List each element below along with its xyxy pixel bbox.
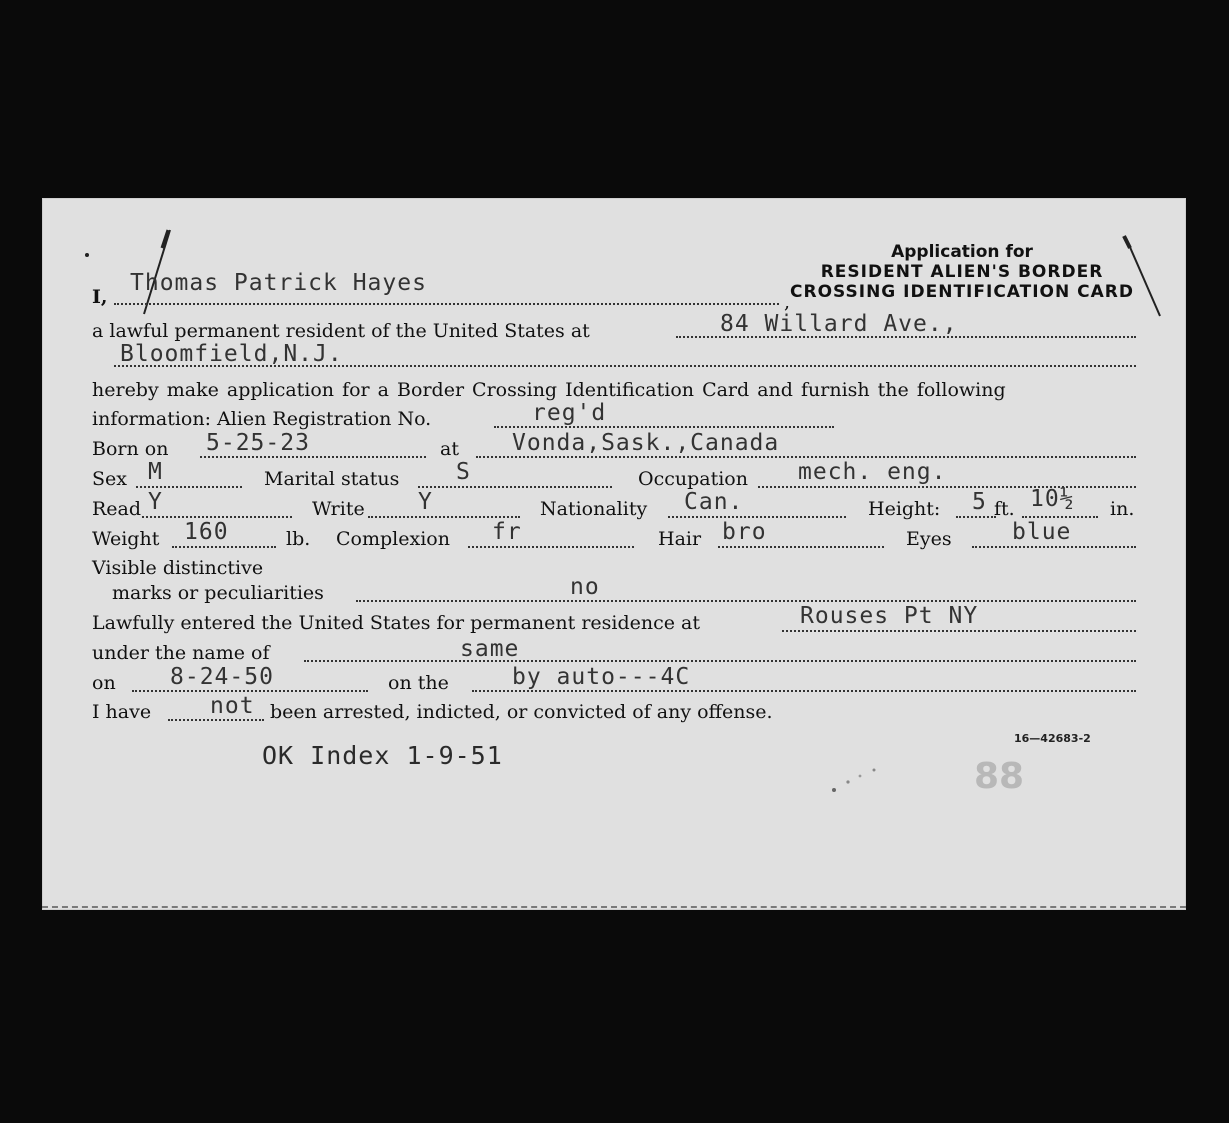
label-i: I, bbox=[92, 286, 108, 308]
arrested-field-line bbox=[168, 719, 264, 721]
label-nationality: Nationality bbox=[540, 498, 648, 520]
entry-date-field-line bbox=[132, 690, 368, 692]
value-nationality: Can. bbox=[684, 489, 744, 515]
value-under-name: same bbox=[460, 636, 520, 662]
name-field-line bbox=[114, 303, 779, 305]
label-in: in. bbox=[1110, 498, 1135, 520]
complexion-field-line bbox=[468, 546, 634, 548]
header-line-1: Application for bbox=[891, 242, 1033, 262]
header-line-3: CROSSING IDENTIFICATION CARD bbox=[790, 282, 1134, 302]
value-entry-by: by auto---4C bbox=[512, 664, 691, 690]
label-occupation: Occupation bbox=[638, 468, 748, 490]
read-field-line bbox=[142, 516, 292, 518]
label-been-arrested: been arrested, indicted, or convicted of any offense. bbox=[270, 701, 773, 723]
label-born-on: Born on bbox=[92, 438, 169, 460]
nationality-field-line bbox=[668, 516, 846, 518]
eyes-field-line bbox=[972, 546, 1136, 548]
label-at: at bbox=[440, 438, 459, 460]
label-alien-registration: information: Alien Registration No. bbox=[92, 408, 432, 430]
value-hair: bro bbox=[722, 519, 767, 545]
ink-dot bbox=[85, 253, 89, 257]
label-sex: Sex bbox=[92, 468, 127, 490]
label-read: Read bbox=[92, 498, 142, 520]
value-address-line-2: Bloomfield,N.J. bbox=[120, 341, 343, 367]
under-name-field-line bbox=[304, 660, 1136, 662]
sex-field-line bbox=[136, 486, 242, 488]
value-marital-status: S bbox=[456, 459, 471, 485]
label-lawfully-entered: Lawfully entered the United States for permanent residence at bbox=[92, 612, 701, 634]
label-weight: Weight bbox=[92, 528, 160, 550]
label-lawful-resident: a lawful permanent resident of the United States at bbox=[92, 320, 590, 342]
label-write: Write bbox=[312, 498, 365, 520]
value-write: Y bbox=[418, 489, 433, 515]
label-marks-peculiarities: marks or peculiarities bbox=[112, 582, 324, 604]
value-name: Thomas Patrick Hayes bbox=[130, 270, 427, 296]
entry-by-field-line bbox=[472, 690, 1136, 692]
value-read: Y bbox=[148, 489, 163, 515]
border-crossing-card bbox=[42, 198, 1186, 910]
label-on-the: on the bbox=[388, 672, 449, 694]
height-ft-field-line bbox=[956, 516, 996, 518]
weight-field-line bbox=[172, 546, 276, 548]
form-number: 16—42683-2 bbox=[1014, 732, 1091, 745]
entered-at-field-line bbox=[782, 630, 1136, 632]
occupation-field-line bbox=[758, 486, 1136, 488]
label-lb: lb. bbox=[286, 528, 311, 550]
label-application: hereby make application for a Border Crossing Identification Card and furnish the following bbox=[92, 379, 1006, 401]
value-entered-at: Rouses Pt NY bbox=[800, 603, 979, 629]
marks-field-line bbox=[356, 600, 1136, 602]
address-field-line-2 bbox=[114, 365, 1136, 367]
hair-field-line bbox=[718, 546, 884, 548]
write-field-line bbox=[368, 516, 520, 518]
marital-status-field-line bbox=[418, 486, 612, 488]
value-alien-reg-no: reg'd bbox=[532, 400, 607, 426]
header-line-2: RESIDENT ALIEN'S BORDER bbox=[820, 262, 1104, 282]
address-field-line-1 bbox=[676, 336, 1136, 338]
birthplace-field-line bbox=[476, 456, 1136, 458]
value-marks: no bbox=[570, 574, 600, 600]
pen-slash-mark-right bbox=[1116, 234, 1166, 324]
label-visible-distinctive: Visible distinctive bbox=[92, 557, 264, 579]
label-eyes: Eyes bbox=[906, 528, 952, 550]
label-complexion: Complexion bbox=[336, 528, 450, 550]
value-entry-date: 8-24-50 bbox=[170, 664, 274, 690]
height-in-field-line bbox=[1022, 516, 1098, 518]
value-arrested: not bbox=[210, 693, 255, 719]
value-eyes: blue bbox=[1012, 519, 1072, 545]
value-born-on: 5-25-23 bbox=[206, 430, 310, 456]
value-occupation: mech. eng. bbox=[798, 459, 947, 485]
label-under-name: under the name of bbox=[92, 642, 270, 664]
stamp-number: 88 bbox=[974, 756, 1025, 797]
label-ft: ft. bbox=[994, 498, 1015, 520]
value-height-in: 10½ bbox=[1030, 486, 1075, 512]
value-complexion: fr bbox=[492, 519, 522, 545]
value-birthplace: Vonda,Sask.,Canada bbox=[512, 430, 780, 456]
label-marital-status: Marital status bbox=[264, 468, 400, 490]
form-header bbox=[790, 242, 1134, 302]
faint-marks bbox=[828, 764, 888, 800]
comma: , bbox=[784, 291, 791, 313]
annotation-ok-index: OK Index 1-9-51 bbox=[262, 741, 503, 770]
alien-reg-field-line bbox=[494, 426, 834, 428]
born-on-field-line bbox=[200, 456, 426, 458]
label-i-have: I have bbox=[92, 701, 152, 723]
label-on: on bbox=[92, 672, 116, 694]
value-height-ft: 5 bbox=[972, 489, 987, 515]
label-hair: Hair bbox=[658, 528, 702, 550]
label-height: Height: bbox=[868, 498, 941, 520]
value-sex: M bbox=[148, 459, 163, 485]
value-address-line-1: 84 Willard Ave., bbox=[720, 311, 958, 337]
value-weight: 160 bbox=[184, 519, 229, 545]
